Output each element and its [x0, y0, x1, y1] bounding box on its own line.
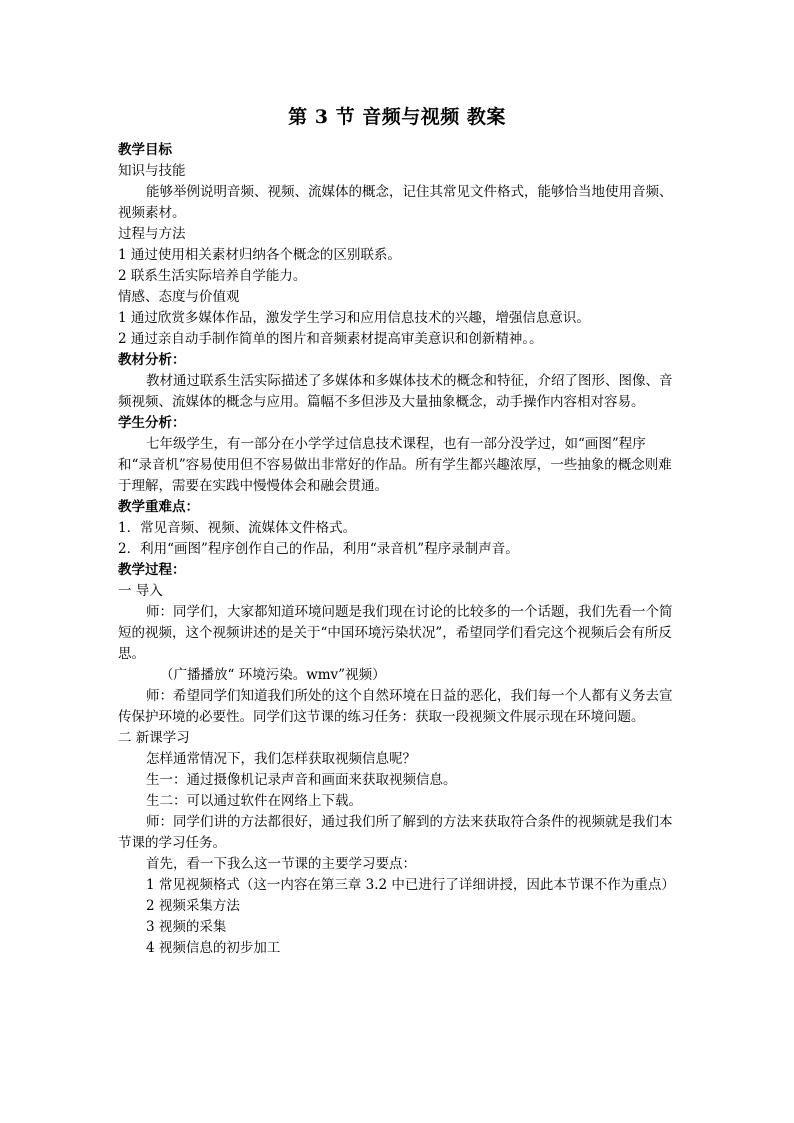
paragraph-knowledge-skills: 能够举例说明音频、视频、流媒体的概念，记住其常见文件格式，能够恰当地使用音频、视频素材。: [118, 184, 673, 221]
list-item-key-point-2: 2．利用“画图”程序创作自己的作品，利用“录音机”程序录制声音。: [118, 541, 519, 557]
list-item-lesson-point-4: 4 视频信息的初步加工: [146, 940, 281, 956]
paragraph-teacher-summary: 师：同学们讲的方法都很好，通过我们所了解到的方法来获取符合条件的视频就是我们本节课的学习任务。: [118, 814, 673, 851]
list-item-emotion-1: 1 通过欣赏多媒体作品，激发学生学习和应用信息技术的兴趣，增强信息意识。: [118, 310, 590, 326]
subheading-introduction: 一 导入: [118, 583, 163, 599]
paragraph-video-note: （广播播放“ 环境污染。wmv”视频）: [160, 667, 386, 683]
list-item-lesson-point-2: 2 视频采集方法: [146, 898, 240, 914]
list-item-lesson-point-3: 3 视频的采集: [146, 919, 227, 935]
document-body: [118, 140, 676, 959]
paragraph-student-analysis: 七年级学生，有一部分在小学学过信息技术课程，也有一部分没学过，如“画图”程序和“录音机”容易使用但不容易做出非常好的作品。所有学生都兴趣浓厚，一些抽象的概念则难于理解，需要在实践中慢慢体会和融会贯通。: [118, 436, 672, 494]
paragraph-question: 怎样通常情况下，我们怎样获取视频信息呢？: [146, 751, 416, 767]
paragraph-student-two: 生二：可以通过软件在网络上下载。: [146, 793, 362, 809]
paragraph-teacher-intro: 师：同学们，大家都知道环境问题是我们现在讨论的比较多的一个话题，我们先看一个简短的视频，这个视频讲述的是关于“中国环境污染状况”，希望同学们看完这个视频后会有所反思。: [118, 604, 673, 662]
list-item-emotion-2: 2 通过亲自动手制作简单的图片和音频素材提高审美意识和创新精神。。: [118, 331, 543, 347]
paragraph-student-one: 生一：通过摄像机记录声音和画面来获取视频信息。: [146, 772, 457, 788]
section-heading-key-points: 教学重难点：: [118, 499, 199, 515]
section-heading-textbook-analysis: 教材分析：: [118, 352, 186, 368]
list-item-process-1: 1 通过使用相关素材归纳各个概念的区别联系。: [118, 247, 401, 263]
list-item-key-point-1: 1．常见音频、视频、流媒体文件格式。: [118, 520, 357, 536]
page-title: 第 3 节 音频与视频 教案: [288, 106, 506, 128]
subheading-knowledge-skills: 知识与技能: [118, 163, 186, 179]
section-heading-student-analysis: 学生分析：: [118, 415, 186, 431]
subheading-process-method: 过程与方法: [118, 226, 186, 242]
section-heading-teaching-goals: 教学目标: [118, 142, 172, 158]
subheading-new-lesson: 二 新课学习: [118, 730, 190, 746]
list-item-lesson-point-1: 1 常见视频格式（这一内容在第三章 3.2 中已进行了详细讲授，因此本节课不作为重点）: [146, 877, 675, 893]
list-item-process-2: 2 联系生活实际培养自学能力。: [118, 268, 307, 284]
paragraph-key-points-intro: 首先，看一下我么这一节课的主要学习要点：: [146, 856, 416, 872]
paragraph-textbook-analysis: 教材通过联系生活实际描述了多媒体和多媒体技术的概念和特征，介绍了图形、图像、音频视频、流媒体的概念与应用。篇幅不多但涉及大量抽象概念，动手操作内容相对容易。: [118, 373, 673, 410]
section-heading-teaching-process: 教学过程：: [118, 562, 186, 578]
subheading-emotion-values: 情感、态度与价值观: [118, 289, 240, 305]
paragraph-teacher-task: 师：希望同学们知道我们所处的这个自然环境在日益的恶化，我们每一个人都有义务去宣传保护环境的必要性。同学们这节课的练习任务：获取一段视频文件展示现在环境问题。: [118, 688, 673, 725]
